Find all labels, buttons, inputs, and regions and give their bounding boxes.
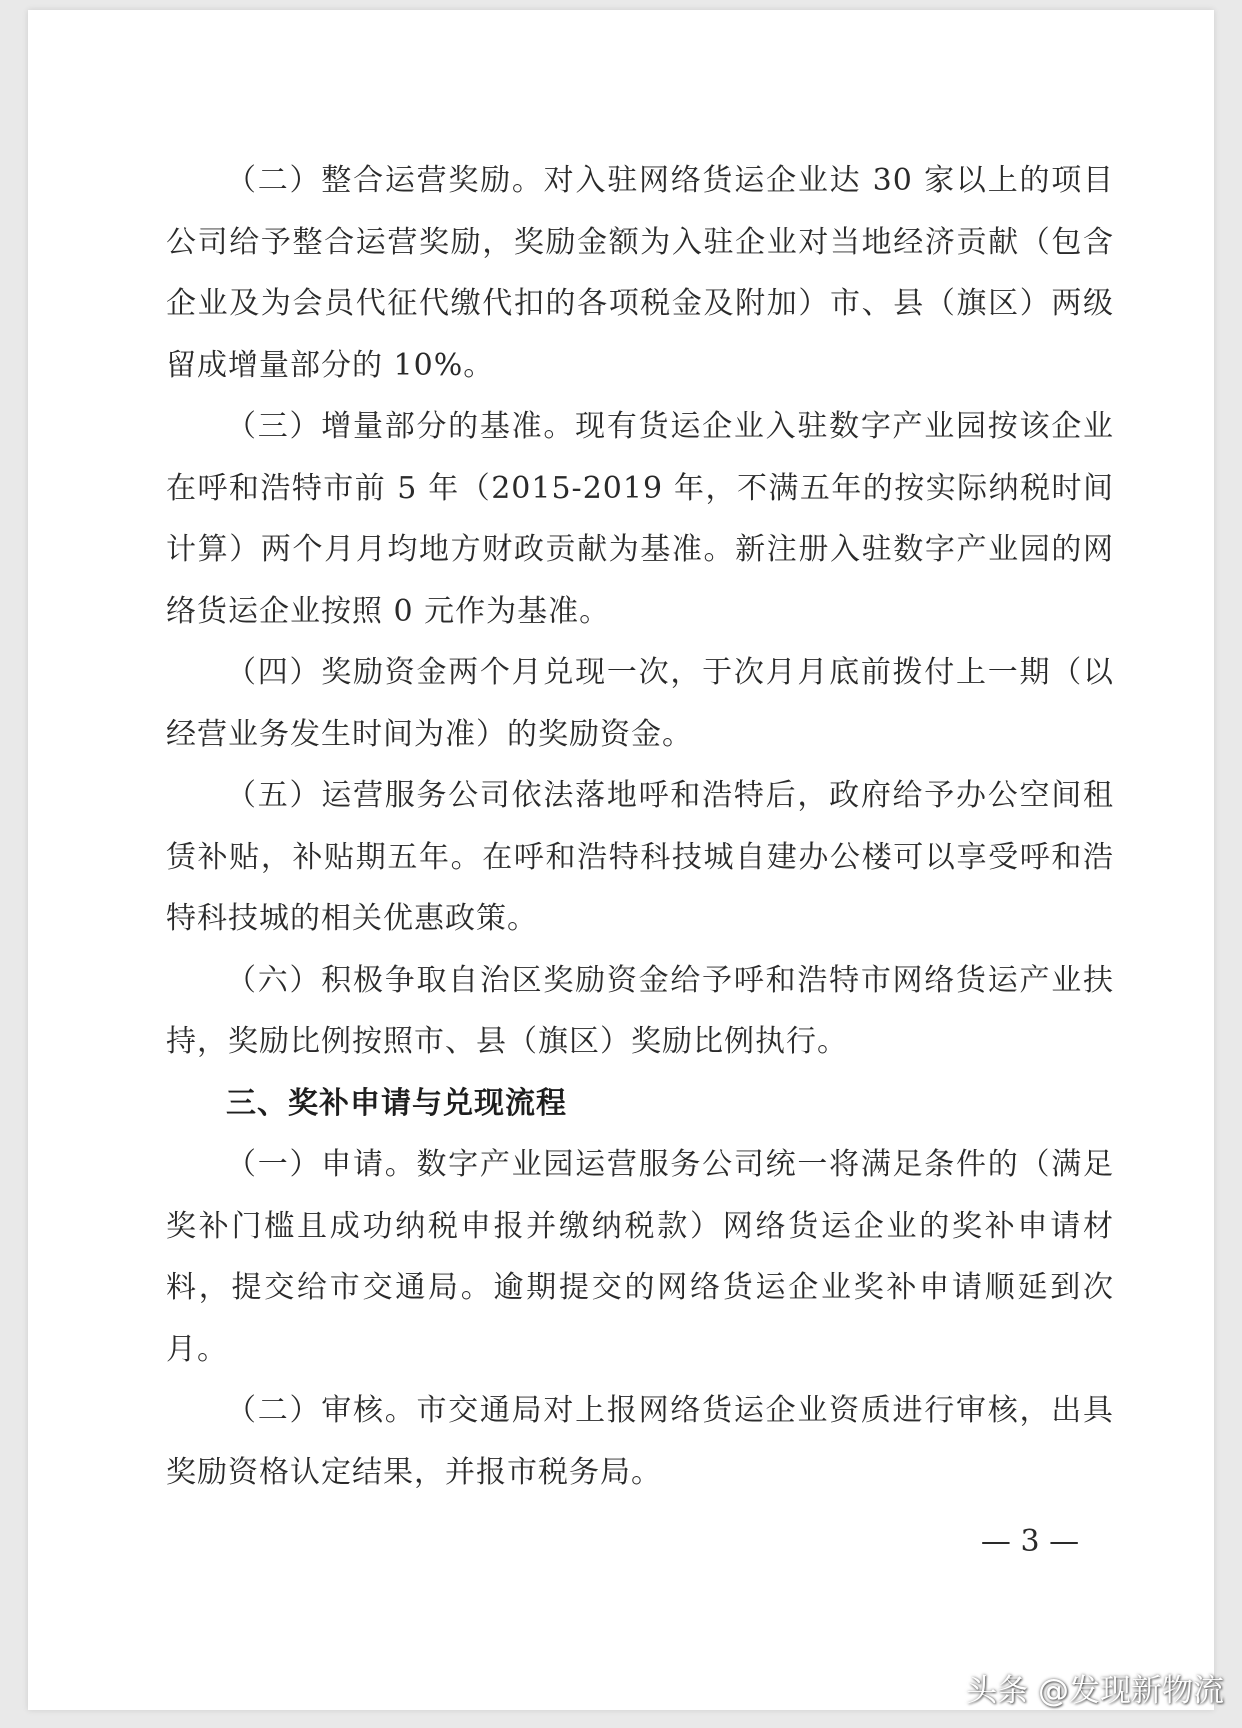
document-page: [28, 10, 1214, 1710]
paragraph-integrated-operation-reward: （二）整合运营奖励。对入驻网络货运企业达 30 家以上的项目公司给予整合运营奖励，奖励金额为入驻企业对当地经济贡献（包含企业及为会员代征代缴代扣的各项税金及附加）市、县（旗区）两级留成增量部分的 10%。: [166, 163, 1114, 383]
paragraph-application: （一）申请。数字产业园运营服务公司统一将满足条件的（满足奖补门槛且成功纳税申报并缴纳税款）网络货运企业的奖补申请材料，提交给市交通局。逾期提交的网络货运企业奖补申请顺延到次月。: [166, 1147, 1114, 1367]
paragraph-increment-baseline: （三）增量部分的基准。现有货运企业入驻数字产业园按该企业在呼和浩特市前 5 年（2015-2019 年，不满五年的按实际纳税时间计算）两个月月均地方财政贡献为基准。新注册入驻数字产业园的网络货运企业按照 0 元作为基准。: [166, 409, 1114, 629]
paragraph-regional-funding: （六）积极争取自治区奖励资金给予呼和浩特市网络货运产业扶持，奖励比例按照市、县（旗区）奖励比例执行。: [166, 962, 1114, 1059]
paragraph-review: （二）审核。市交通局对上报网络货运企业资质进行审核，出具奖励资格认定结果，并报市税务局。: [166, 1393, 1114, 1490]
paragraph-payment-schedule: （四）奖励资金两个月兑现一次，于次月月底前拨付上一期（以经营业务发生时间为准）的奖励资金。: [166, 655, 1114, 752]
page-number: — 3 —: [980, 1524, 1080, 1559]
watermark: 头条 @发现新物流: [966, 1673, 1224, 1709]
document-body: [166, 150, 1114, 1503]
section-heading: 三、奖补申请与兑现流程: [226, 1085, 567, 1121]
paragraph-office-subsidy: （五）运营服务公司依法落地呼和浩特后，政府给予办公空间租赁补贴，补贴期五年。在呼和浩特科技城自建办公楼可以享受呼和浩特科技城的相关优惠政策。: [166, 778, 1114, 936]
